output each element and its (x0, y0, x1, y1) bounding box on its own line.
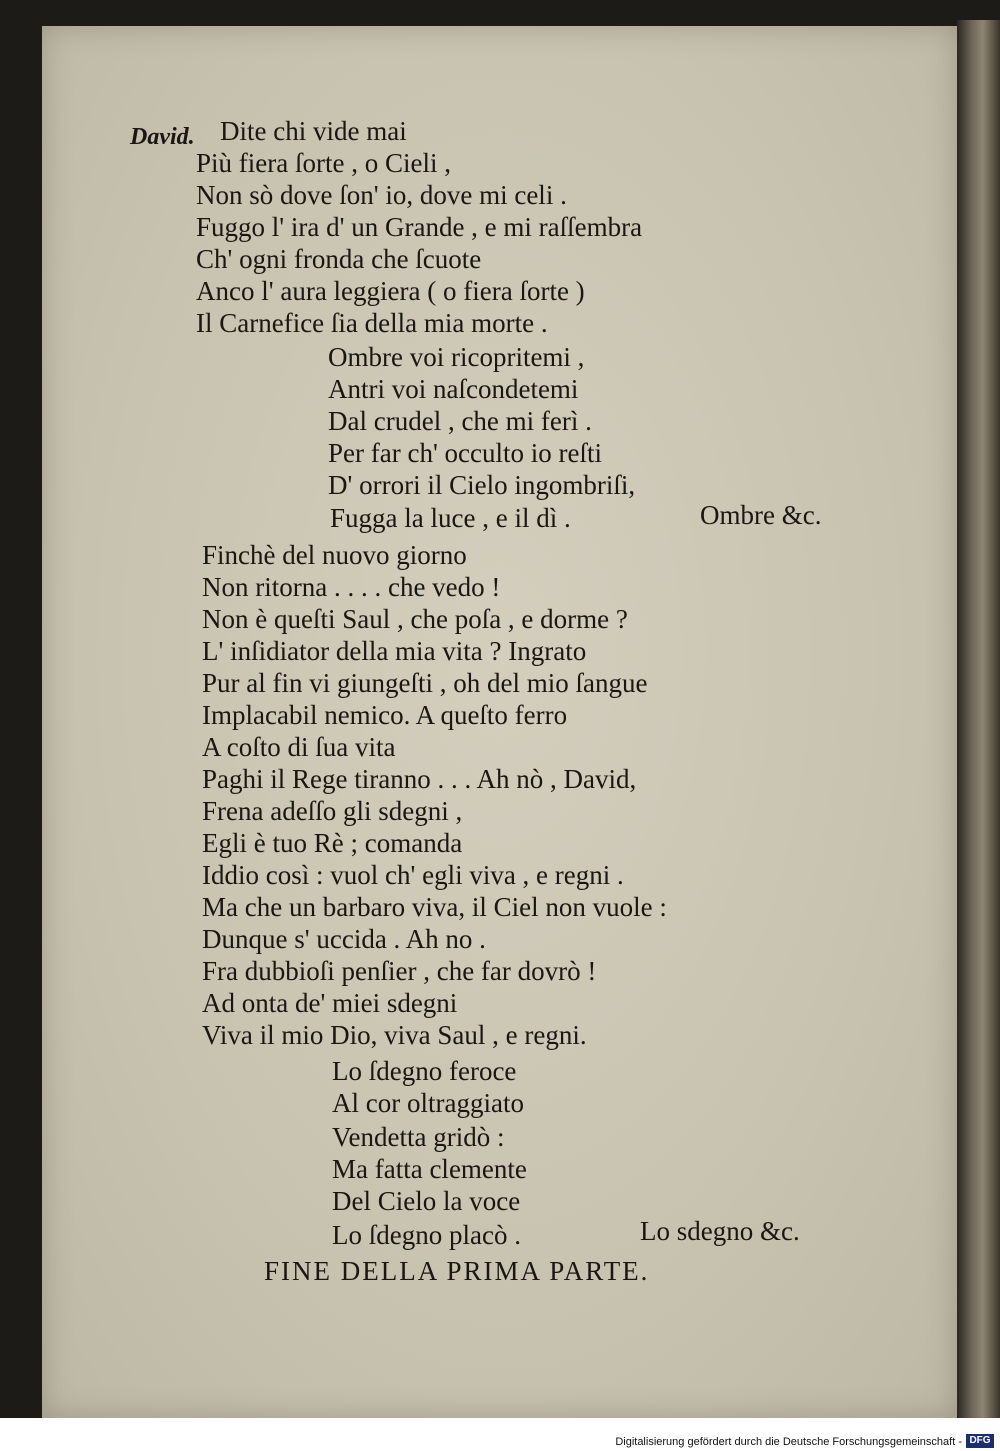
verse-line: Lo ſdegno feroce (332, 1056, 517, 1086)
verse-line: Fra dubbioſi penſier , che far dovrò ! (202, 956, 597, 986)
verse-line: Per far ch' occulto io reſti (328, 438, 603, 468)
verse-line: Ma fatta clemente (332, 1154, 527, 1184)
verse-line: Finchè del nuovo giorno (202, 540, 467, 570)
verse-line: Il Carnefice ſia della mia morte . (196, 308, 548, 338)
verse-line: Dal crudel , che mi ferì . (328, 406, 592, 436)
verse-line: Del Cielo la voce (332, 1186, 521, 1216)
verse-line: Non ritorna . . . . che vedo ! (202, 572, 501, 602)
speaker-name: David. (130, 124, 195, 150)
verse-line: Antri voi naſcondetemi (328, 374, 579, 404)
dfg-logo: DFG (966, 1434, 994, 1448)
verse-line: Ma che un barbaro viva, il Ciel non vuole : (202, 892, 667, 922)
refrain-cue: Lo sdegno &c. (640, 1216, 800, 1246)
verse-line: Egli è tuo Rè ; comanda (202, 828, 463, 858)
verse-line: Non è queſti Saul , che poſa , e dorme ? (202, 604, 628, 634)
verse-line: Ombre voi ricopritemi , (328, 342, 585, 372)
verse-line: L' inſidiator della mia vita ? Ingrato (202, 636, 587, 666)
verse-line: Viva il mio Dio, viva Saul , e regni. (202, 1020, 587, 1050)
verse-line: Più fiera ſorte , o Cieli , (196, 148, 451, 178)
verse-line: Lo ſdegno placò . (332, 1220, 521, 1250)
page-edge (957, 20, 1000, 1420)
verse-line: Iddio così : vuol ch' egli viva , e regni . (202, 860, 624, 890)
verse-line: Dite chi vide mai (220, 116, 407, 146)
verse-line: Vendetta gridò : (332, 1122, 505, 1152)
verse-line: Pur al fin vi giungeſti , oh del mio ſangue (202, 668, 648, 698)
funding-credit: Digitalisierung gefördert durch die Deutsche Forschungsgemeinschaft - (615, 1436, 962, 1448)
verse-line: Ad onta de' miei sdegni (202, 988, 458, 1018)
verse-line: Frena adeſſo gli sdegni , (202, 796, 463, 826)
verse-line: A coſto di ſua vita (202, 732, 396, 762)
verse-line: Paghi il Rege tiranno . . . Ah nò , David, (202, 764, 637, 794)
verse-line: Fugga la luce , e il dì . (330, 503, 571, 533)
verse-line: Ch' ogni fronda che ſcuote (196, 244, 482, 274)
verse-line: Implacabil nemico. A queſto ferro (202, 700, 568, 730)
verse-line: Dunque s' uccida . Ah no . (202, 924, 486, 954)
end-of-part-heading: FINE DELLA PRIMA PARTE. (264, 1256, 650, 1286)
verse-line: Al cor oltraggiato (332, 1088, 524, 1118)
verse-line: D' orrori il Cielo ingombriſi, (328, 470, 636, 500)
verse-line: Fuggo l' ira d' un Grande , e mi raſſembra (196, 212, 643, 242)
refrain-cue: Ombre &c. (700, 500, 822, 530)
verse-line: Non sò dove ſon' io, dove mi celi . (196, 180, 567, 210)
verse-line: Anco l' aura leggiera ( o fiera ſorte ) (196, 276, 585, 306)
